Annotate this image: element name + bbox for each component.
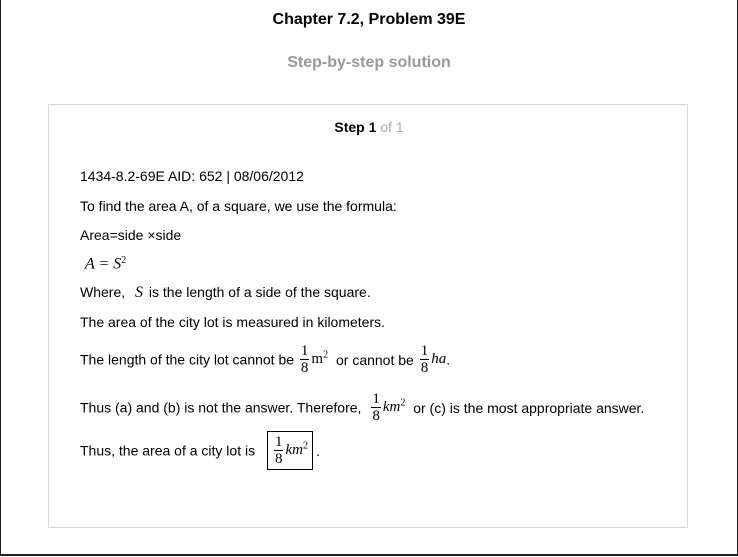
where-var: S bbox=[135, 284, 144, 301]
frac-den: 8 bbox=[274, 451, 283, 467]
frac-den: 8 bbox=[420, 360, 429, 376]
frac-num: 1 bbox=[420, 343, 429, 359]
frac-num: 1 bbox=[274, 434, 283, 450]
aid-line: 1434-8.2-69E AID: 652 | 08/06/2012 bbox=[80, 168, 304, 184]
final-prefix: Thus, the area of a city lot is bbox=[80, 442, 256, 459]
formula-text-a: Area=side bbox=[80, 227, 148, 243]
fraction-one-eighth bbox=[420, 343, 430, 376]
where-line bbox=[80, 284, 371, 302]
length-prefix: The length of the city lot cannot be bbox=[80, 351, 295, 368]
or-cannot: or cannot be bbox=[335, 351, 414, 368]
thus-suffix: or (c) is the most appropriate answer. bbox=[413, 399, 645, 416]
period: . bbox=[446, 351, 451, 368]
frac-den: 8 bbox=[372, 408, 380, 424]
fraction-one-eighth bbox=[371, 391, 381, 424]
final-answer-line bbox=[80, 431, 320, 470]
unit-km-exp: 2 bbox=[302, 440, 308, 452]
frac-num: 1 bbox=[300, 343, 309, 359]
unit-km: km bbox=[382, 399, 401, 415]
frac-num: 1 bbox=[372, 391, 380, 407]
step-count: of 1 bbox=[380, 119, 404, 135]
where-prefix: Where, bbox=[80, 284, 126, 300]
unit-m: m bbox=[311, 351, 324, 367]
step-label: Step 1 bbox=[334, 119, 377, 135]
therefore-line bbox=[80, 391, 644, 424]
formula-math-exp: 2 bbox=[121, 255, 127, 266]
frac-den: 8 bbox=[300, 360, 309, 376]
final-period: . bbox=[315, 442, 320, 459]
thus-prefix: Thus (a) and (b) is not the answer. Therefore, bbox=[80, 399, 362, 416]
where-suffix: is the length of a side of the square. bbox=[148, 284, 371, 300]
page-subtitle: Step-by-step solution bbox=[287, 54, 451, 71]
page-title: Chapter 7.2, Problem 39E bbox=[272, 11, 466, 28]
unit-km-exp: 2 bbox=[400, 397, 406, 409]
formula-math bbox=[85, 255, 126, 274]
fraction-one-eighth bbox=[274, 434, 284, 467]
formula-math-lhs: A = S bbox=[85, 255, 122, 273]
intro-text: To find the area A, of a square, we use the formula: bbox=[80, 198, 397, 214]
unit-ha: ha bbox=[431, 351, 447, 367]
measured-line: The area of the city lot is measured in kilometers. bbox=[80, 314, 386, 330]
formula-text bbox=[80, 227, 181, 243]
fraction-one-eighth bbox=[300, 343, 310, 376]
step-indicator bbox=[49, 119, 689, 135]
unit-m-exp: 2 bbox=[323, 349, 329, 361]
boxed-answer bbox=[267, 431, 313, 470]
length-line bbox=[80, 343, 450, 376]
formula-text-b: side bbox=[155, 227, 182, 243]
solution-card bbox=[48, 104, 688, 528]
unit-km: km bbox=[285, 442, 303, 458]
times-symbol: × bbox=[147, 227, 156, 243]
